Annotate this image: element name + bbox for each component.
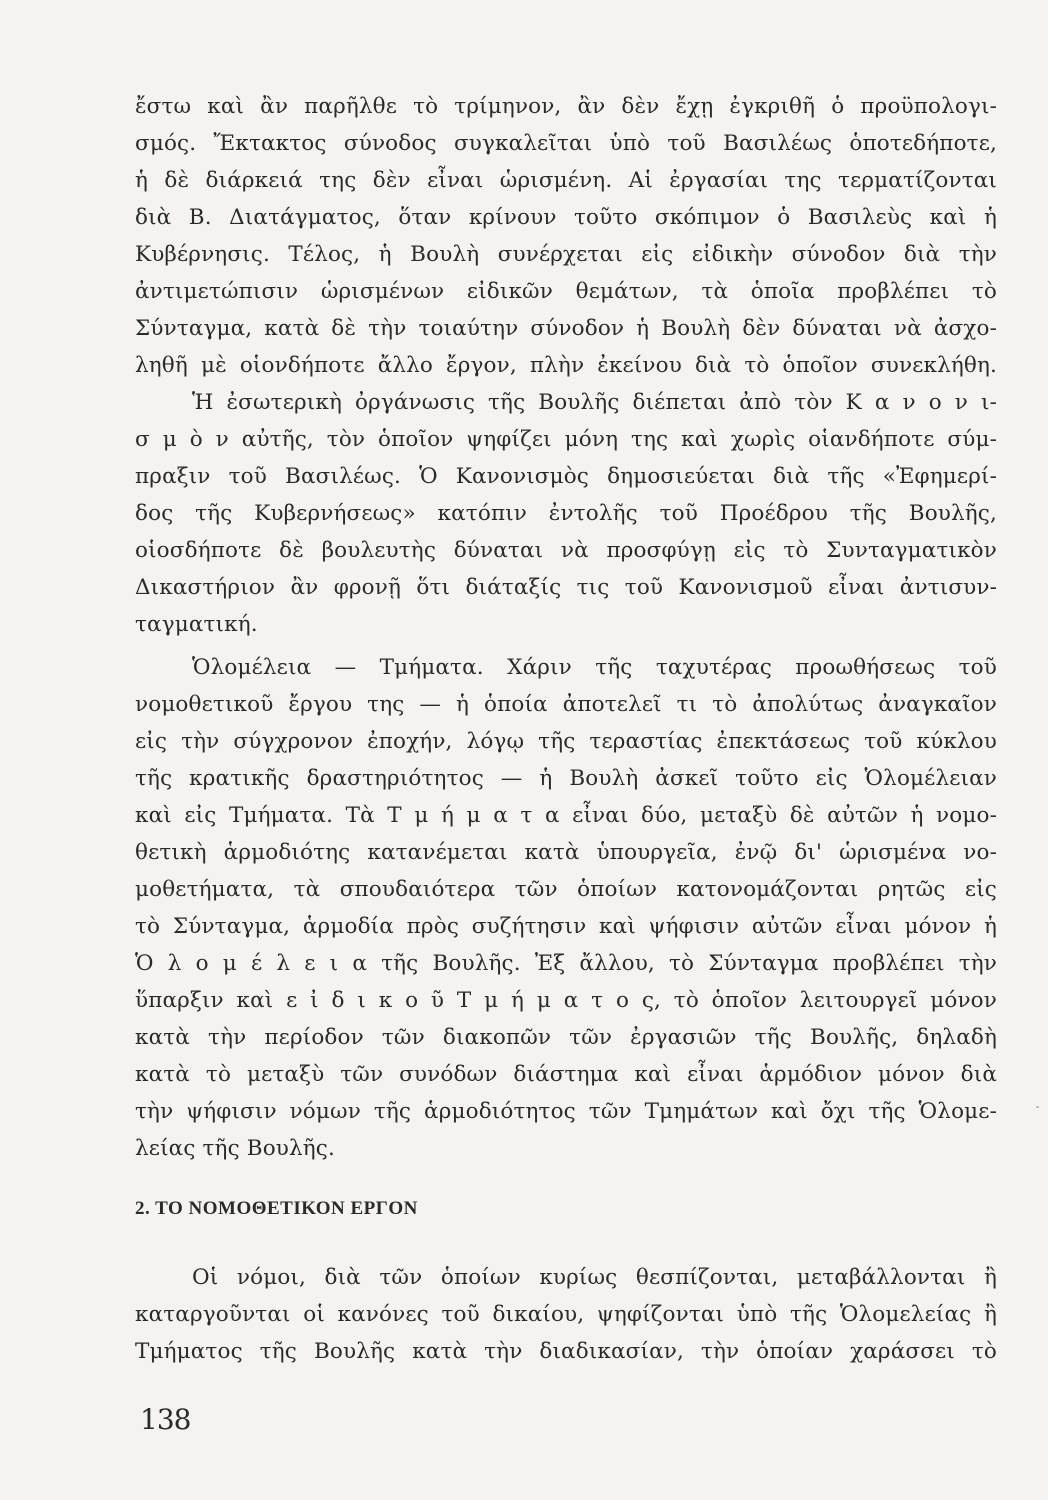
text-line: ἔστω καὶ ἂν παρῆλθε τὸ τρίμηνον, ἂν δὲν ἔχῃ ἐγκριθῆ ὁ προϋπολογι- xyxy=(135,94,997,119)
text-line: θετικὴ ἁρμοδιότης κατανέμεται κατὰ ὑπουργεῖα, ἐνῷ δι' ὡρισμένα νο- xyxy=(135,840,997,865)
text-line: τὴν ψήφισιν νόμων τῆς ἁρμοδιότητος τῶν Τμημάτων καὶ ὄχι τῆς Ὁλομε- xyxy=(135,1099,997,1124)
text-line: διὰ Β. Διατάγματος, ὅταν κρίνουν τοῦτο σκόπιμον ὁ Βασιλεὺς καὶ ἡ xyxy=(135,205,997,230)
text-line: καὶ εἰς Τμήματα. Τὰ Τ μ ή μ α τ α εἶναι δύο, μεταξὺ δὲ αὐτῶν ἡ νομο- xyxy=(135,803,997,828)
text-line: ἀντιμετώπισιν ὡρισμένων εἰδικῶν θεμάτων, τὰ ὁποῖα προβλέπει τὸ xyxy=(135,279,997,304)
text-line: καταργοῦνται οἱ κανόνες τοῦ δικαίου, ψηφίζονται ὑπὸ τῆς Ὁλομελείας ἢ xyxy=(135,1302,997,1327)
text-line: δος τῆς Κυβερνήσεως» κατόπιν ἐντολῆς τοῦ Προέδρου τῆς Βουλῆς, xyxy=(135,501,997,526)
text-line: Ὁλομέλεια — Τμήματα. Χάριν τῆς ταχυτέρας προωθήσεως τοῦ xyxy=(192,655,997,680)
page-number: 138 xyxy=(140,1403,191,1436)
text-line: μοθετήματα, τὰ σπουδαιότερα τῶν ὁποίων κατονομάζονται ρητῶς εἰς xyxy=(135,877,997,902)
text-line: Οἱ νόμοι, διὰ τῶν ὁποίων κυρίως θεσπίζονται, μεταβάλλονται ἢ xyxy=(192,1265,997,1290)
text-line: σ μ ὸ ν αὐτῆς, τὸν ὁποῖον ψηφίζει μόνη της καὶ χωρὶς οἱανδήποτε σύμ- xyxy=(135,427,997,452)
text-line: Τμήματος τῆς Βουλῆς κατὰ τὴν διαδικασίαν, τὴν ὁποίαν χαράσσει τὸ xyxy=(135,1339,997,1364)
text-line: τὸ Σύνταγμα, ἁρμοδία πρὸς συζήτησιν καὶ ψήφισιν αὐτῶν εἶναι μόνον ἡ xyxy=(135,914,997,939)
section-heading: 2. ΤΟ ΝΟΜΟΘΕΤΙΚΟΝ ΕΡΓΟΝ xyxy=(135,1198,418,1219)
text-line: σμός. Ἔκτακτος σύνοδος συγκαλεῖται ὑπὸ τοῦ Βασιλέως ὁποτεδήποτε, xyxy=(135,131,997,156)
text-line: κατὰ τὸ μεταξὺ τῶν συνόδων διάστημα καὶ εἶναι ἁρμόδιον μόνον διὰ xyxy=(135,1062,997,1087)
text-line: ληθῆ μὲ οἱονδήποτε ἄλλο ἔργον, πλὴν ἐκείνου διὰ τὸ ὁποῖον συνεκλήθη. xyxy=(135,353,997,378)
text-line: τῆς κρατικῆς δραστηριότητος — ἡ Βουλὴ ἀσκεῖ τοῦτο εἰς Ὁλομέλειαν xyxy=(135,766,997,791)
text-line: λείας τῆς Βουλῆς. xyxy=(135,1136,335,1161)
text-line: κατὰ τὴν περίοδον τῶν διακοπῶν τῶν ἐργασιῶν τῆς Βουλῆς, δηλαδὴ xyxy=(135,1025,997,1050)
text-line: εἰς τὴν σύγχρονον ἐποχήν, λόγῳ τῆς τεραστίας ἐπεκτάσεως τοῦ κύκλου xyxy=(135,729,997,754)
text-line: Δικαστήριον ἂν φρονῇ ὅτι διάταξίς τις τοῦ Κανονισμοῦ εἶναι ἀντισυν- xyxy=(135,575,997,600)
text-line: ταγματική. xyxy=(135,612,258,637)
text-line: ὕπαρξιν καὶ ε ἰ δ ι κ ο ῦ Τ μ ή μ α τ ο ς, τὸ ὁποῖον λειτουργεῖ μόνον xyxy=(135,988,997,1013)
text-line: Ὁ λ ο μ έ λ ε ι α τῆς Βουλῆς. Ἐξ ἄλλου, τὸ Σύνταγμα προβλέπει τὴν xyxy=(135,951,997,976)
scan-speck xyxy=(1036,1106,1039,1108)
text-line: Σύνταγμα, κατὰ δὲ τὴν τοιαύτην σύνοδον ἡ Βουλὴ δὲν δύναται νὰ ἀσχο- xyxy=(135,316,997,341)
text-line: πραξιν τοῦ Βασιλέως. Ὁ Κανονισμὸς δημοσιεύεται διὰ τῆς «Ἐφημερί- xyxy=(135,464,997,489)
text-line: Ἡ ἐσωτερικὴ ὀργάνωσις τῆς Βουλῆς διέπεται ἀπὸ τὸν Κ α ν ο ν ι- xyxy=(192,390,997,415)
text-line: οἱοσδήποτε δὲ βουλευτὴς δύναται νὰ προσφύγῃ εἰς τὸ Συνταγματικὸν xyxy=(135,538,997,563)
text-line: νομοθετικοῦ ἔργου της — ἡ ὁποία ἀποτελεῖ τι τὸ ἀπολύτως ἀναγκαῖον xyxy=(135,692,997,717)
text-line: ἡ δὲ διάρκειά της δὲν εἶναι ὡρισμένη. Αἱ ἐργασίαι της τερματίζονται xyxy=(135,168,997,193)
text-line: Κυβέρνησις. Τέλος, ἡ Βουλὴ συνέρχεται εἰς εἰδικὴν σύνοδον διὰ τὴν xyxy=(135,242,997,267)
